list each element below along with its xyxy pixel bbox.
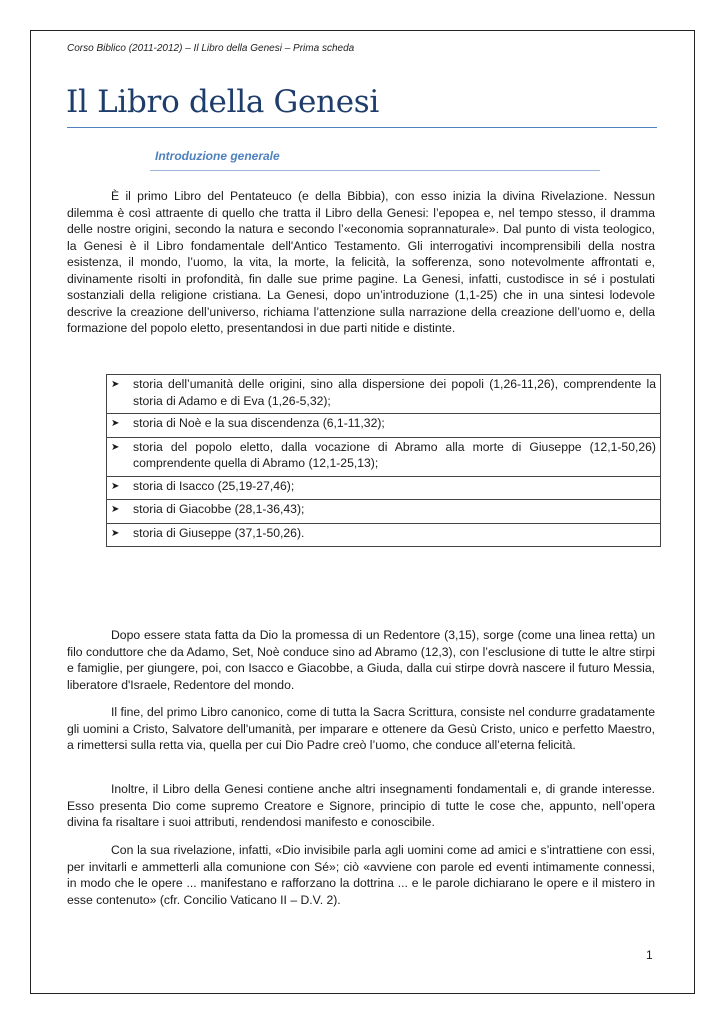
outline-row — [107, 523, 661, 547]
running-head: Corso Biblico (2011-2012) – Il Libro della Genesi – Prima scheda — [67, 43, 355, 54]
arrow-bullet-icon: ➤ — [111, 379, 120, 390]
outline-row — [107, 437, 661, 476]
outline-table — [106, 374, 661, 547]
outline-row — [107, 375, 661, 414]
body-paragraph: Con la sua rivelazione, infatti, «Dio invisibile parla agli uomini come ad amici e s’intrattiene con essi, per invitarli e ammetterli alla comunione con Sé»; ciò «avviene con parole ed eventi intimamente connessi, in modo che le opere ... manifestano e rafforzano la dottrina ... e le parole dichiarano le opere e il mistero in esse contenuto» (cfr. Concilio Vaticano II – D.V. 2). — [67, 843, 655, 907]
document-title: Il Libro della Genesi — [66, 84, 379, 120]
outline-item: storia di Isacco (25,19-27,46); — [133, 478, 295, 493]
outline-item: storia di Giuseppe (37,1-50,26). — [133, 525, 305, 540]
title-rule — [67, 127, 657, 128]
body-paragraph: Il fine, del primo Libro canonico, come di tutta la Sacra Scrittura, consiste nel condurre gradatamente gli uomini a Cristo, Salvatore dell'umanità, per imparare e ottenere da Gesù Cristo, unico e perfetto Maestro, a rimettersi sulla retta via, quella per cui Dio Padre creò l’uomo, che conduce all’eterna felicità. — [67, 705, 655, 752]
arrow-bullet-icon: ➤ — [111, 480, 120, 492]
subtitle-rule — [150, 170, 600, 171]
section-subtitle: Introduzione generale — [155, 149, 280, 163]
intro-paragraph: È il primo Libro del Pentateuco (e della Bibbia), con esso inizia la divina Rivelazione. Nessun dilemma è così attraente di quello che tratta il Libro della Genesi: l’epopea e, nel tempo stesso, il dramma delle nostre origini, secondo la natura e secondo l’«economia soprannaturale». Dal punto di vista teologico, la Genesi è il Libro fondamentale dell'Antico Testamento. Gli interrogativi incomprensibili della nostra esistenza, il mondo, l’uomo, la vita, la morte, la felicità, la sofferenza, sono notevolmente affrontati e, divinamente risolti in profondità, fin dalle sue prime pagine. La Genesi, infatti, custodisce in sé i postulati sostanziali della religione cristiana. La Genesi, dopo un’introduzione (1,1-25) che in una sintesi lodevole descrive la creazione dell’universo, richiama l’attenzione sulla narrazione della creazione dell’uomo e, della formazione del popolo eletto, presentandosi in due parti nitide e distinte. — [67, 189, 655, 335]
arrow-bullet-icon: ➤ — [111, 418, 120, 429]
outline-item: storia di Giacobbe (28,1-36,43); — [133, 502, 305, 516]
outline-item: storia del popolo eletto, dalla vocazione di Abramo alla morte di Giuseppe (12,1-50,26) comprendente quella di Abramo (12,1-25,13); — [133, 439, 656, 470]
body-paragraph: Dopo essere stata fatta da Dio la promessa di un Redentore (3,15), sorge (come una linea retta) un filo conduttore che da Adamo, Set, Noè conduce sino ad Abramo (12,3), con l’esclusione di tutte le altre stirpi e famiglie, per giungere, poi, con Isacco e Giacobbe, a Giuda, dalla cui stirpe dovrà nascere il futuro Messia, liberatore d'Israele, Redentore del mondo. — [67, 628, 655, 692]
outline-item: storia dell’umanità delle origini, sino alla dispersione dei popoli (1,26-11,26), comprendente la storia di Adamo e di Eva (1,26-5,32); — [133, 377, 656, 408]
outline-row — [107, 476, 661, 500]
page-number: 1 — [646, 948, 653, 962]
body-paragraph: Inoltre, il Libro della Genesi contiene anche altri insegnamenti fondamentali e, di grande interesse. Esso presenta Dio come supremo Creatore e Signore, principio di tutte le cose che, appunto, nell’opera divina fa risaltare i suoi attributi, rendendosi manifesto e conoscibile. — [67, 782, 655, 829]
outline-row — [107, 500, 661, 524]
arrow-bullet-icon: ➤ — [111, 527, 120, 539]
outline-row — [107, 414, 661, 438]
arrow-bullet-icon: ➤ — [111, 504, 120, 515]
arrow-bullet-icon: ➤ — [111, 441, 120, 453]
outline-item: storia di Noè e la sua discendenza (6,1-11,32); — [133, 416, 385, 430]
